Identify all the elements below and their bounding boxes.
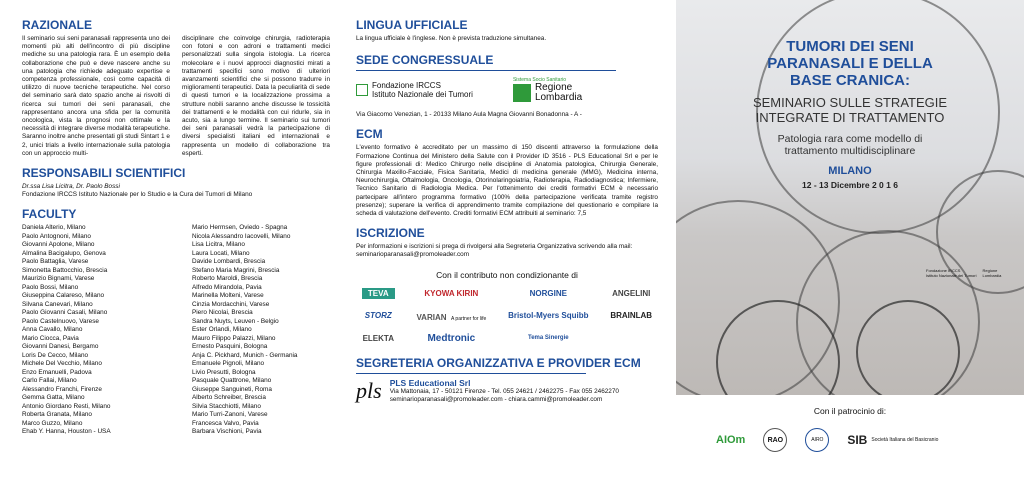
mini-irccs-1: Fondazione IRCCS	[926, 268, 961, 273]
sponsor-logos	[356, 288, 658, 344]
sponsor-brainlab: BRAINLAB	[610, 311, 653, 321]
sponsor-medtronic: Medtronic	[427, 332, 476, 344]
sponsor-bms: Bristol-Myers Squibb	[508, 311, 589, 321]
faculty-member: Piero Nicolai, Brescia	[192, 309, 253, 317]
iscrizione-heading: ISCRIZIONE	[356, 226, 425, 241]
cover-mini-logos	[926, 268, 1001, 278]
faculty-member: Carlo Fallai, Milano	[22, 377, 77, 385]
sede-heading: SEDE CONGRESSUALE	[356, 53, 494, 68]
middle-column	[356, 18, 658, 404]
segreteria-name: PLS Educational Srl	[389, 377, 471, 388]
faculty-member: Paolo Battaglia, Varese	[22, 258, 89, 266]
faculty-member: Ernesto Pasquini, Bologna	[192, 343, 268, 351]
airo-text: AIRO	[805, 428, 829, 452]
faculty-member: Cinzia Mordacchini, Varese	[192, 300, 270, 308]
faculty-member: Daniela Alterio, Milano	[22, 224, 86, 232]
cover-date: 12 - 13 Dicembre 2 0 1 6	[802, 180, 898, 190]
faculty-member: Stefano Maria Magrini, Brescia	[192, 266, 280, 274]
faculty-member: Ehab Y. Hanna, Houston - USA	[22, 428, 111, 436]
sponsor-varian	[416, 307, 486, 325]
regione-line2: Lombardia	[534, 92, 583, 104]
cover-tagline-1: Patologia rara come modello di	[777, 133, 923, 145]
faculty-member: Giuseppe Sanguineti, Roma	[192, 385, 272, 393]
cover-title-1: TUMORI DEI SENI	[786, 38, 914, 55]
faculty-member: Emanuele Pignoli, Milano	[192, 360, 265, 368]
faculty-member: Sandra Nuyts, Leuven - Belgio	[192, 317, 279, 325]
cover-tagline-2: trattamento multidisciplinare	[784, 145, 916, 157]
faculty-member: Mauro Filippo Palazzi, Milano	[192, 334, 276, 342]
regione-logo	[513, 77, 582, 103]
cover-hero-image	[676, 0, 1024, 395]
responsabili-names: Dr.ssa Lisa Licitra, Dr. Paolo Bossi	[22, 183, 120, 191]
faculty-member: Francesca Valvo, Pavia	[192, 419, 259, 427]
aiom-text: AIOm	[716, 434, 746, 446]
sponsor-tema: Tema Sinergie	[528, 335, 569, 342]
irccs-line2: Istituto Nazionale dei Tumori	[372, 90, 473, 100]
faculty-member: Pasquale Quattrone, Milano	[192, 377, 272, 385]
faculty-member: Alfredo Mirandola, Pavia	[192, 283, 262, 291]
ecm-text: L'evento formativo è accreditato per un massimo di 150 discenti attraverso la formulazione della Formazione Continua del Ministero della Salute con il Provider ID 3516 - PLS Educational Srl e per le figure professionali di: Medico Chirurgo nelle discipline di Anatomia patologica, Chirurgia Generale, Chirurgia Maxillo-Facciale, Fisica Sanitaria, Medici di medicina generale (MMG), Medicina interna, Neurochirurgia, Oftalmologia, Oncologia, Otorinolaringoiatria, Radioterapia, Radiodiagnostica; Infermiere, Tecnico Sanitario di Radiologia Medica. Per l'ottenimento dei crediti formativi ECM è necessario partecipare all'intero programma formativo (100% della partecipazione verificata tramite registro presenze); superare la verifica di apprendimento tramite compilazione del questionario e compilare la scheda di valutazione dell'evento. Crediti formativi ECM attribuiti al seminario: 7,5	[356, 144, 658, 218]
rao-logo	[763, 428, 787, 452]
varian-tag: A partner for life	[450, 315, 487, 322]
cover-title-3: BASE CRANICA:	[790, 72, 910, 89]
faculty-member: Paolo Bossi, Milano	[22, 283, 79, 291]
lingua-heading: LINGUA UFFICIALE	[356, 18, 468, 32]
faculty-column-b	[192, 224, 322, 437]
irccs-line1: Fondazione IRCCS	[372, 81, 441, 91]
faculty-column-a	[22, 224, 152, 437]
faculty-member: Alessandro Franchi, Firenze	[22, 385, 102, 393]
faculty-member: Anna Cavallo, Milano	[22, 326, 83, 334]
patrocinio-heading: Con il patrocinio di:	[813, 406, 887, 416]
faculty-member: Gemma Gatta, Milano	[22, 394, 85, 402]
faculty-member: Paolo Giovanni Casali, Milano	[22, 309, 108, 317]
faculty-member: Alberto Schreiber, Brescia	[192, 394, 266, 402]
razionale-text-b: disciplinare che coinvolge chirurgia, radioterapia con fotoni e con adroni e trattamenti medici personalizzati sulla singola istologia. La ricerca molecolare e i nuovi approcci diagnostici mirati a trattamenti specifici sono motivo di ulteriori avanzamenti scientifici che si possono tradurre in miglioramenti terapeutici. Data la peculiarità di sede di questi tumori e la localizzazione prossima a strutture nobili saranno anche discusse le tossicità dei trattamenti e le modalità con cui ridurle, sia in acuto, sia a lungo termine. Il seminario sui tumori dei seni paranasali vedrà la partecipazione di diversi specialisti italiani ed internazionali e rappresenta un modello di collaborazione tra esperti.	[182, 35, 330, 157]
sponsor-elekta: ELEKTA	[362, 333, 394, 343]
faculty-member: Giovanni Apolone, Milano	[22, 241, 95, 249]
sib-text: SIB	[847, 433, 868, 447]
cover-title-block	[676, 38, 1024, 190]
faculty-member: Silvana Canevari, Milano	[22, 300, 93, 308]
razionale-body	[22, 35, 340, 158]
faculty-heading: FACULTY	[22, 207, 77, 222]
sede-address: Via Giacomo Venezian, 1 - 20133 Milano Aula Magna Giovanni Bonadonna - A -	[356, 111, 582, 119]
razionale-heading: RAZIONALE	[22, 18, 92, 32]
regione-icon	[513, 84, 531, 102]
responsabili-heading: RESPONSABILI SCIENTIFICI	[22, 166, 186, 181]
airo-logo	[805, 428, 829, 452]
sede-logos	[356, 77, 658, 103]
sponsor-storz: STORZ	[364, 311, 392, 321]
faculty-member: Marinella Molteni, Varese	[192, 292, 264, 300]
faculty-member: Paolo Castelnuovo, Varese	[22, 317, 99, 325]
faculty-member: Barbara Vischioni, Pavia	[192, 428, 262, 436]
irccs-cross-icon	[356, 84, 368, 96]
sponsor-kyowa: KYOWA KIRIN	[424, 288, 479, 298]
faculty-member: Roberta Granata, Milano	[22, 411, 92, 419]
responsabili-affiliation: Fondazione IRCCS Istituto Nazionale per lo Studio e la Cura dei Tumori di Milano	[22, 191, 253, 199]
decor-ring	[856, 300, 960, 395]
sib-subtitle: Società Italiana del Basicranio	[871, 437, 939, 443]
faculty-member: Laura Locati, Milano	[192, 249, 250, 257]
faculty-member: Silvia Stacchiotti, Milano	[192, 402, 261, 410]
rao-text: RAO	[763, 428, 787, 452]
cover-column	[676, 0, 1024, 481]
sib-logo	[847, 433, 941, 447]
faculty-member: Giovanni Danesi, Bergamo	[22, 343, 99, 351]
lingua-text: La lingua ufficiale è l'inglese. Non è prevista traduzione simultanea.	[356, 35, 547, 42]
faculty-member: Enzo Emanuelli, Padova	[22, 368, 92, 376]
faculty-member: Michele Del Vecchio, Milano	[22, 360, 102, 368]
faculty-member: Ester Orlandi, Milano	[192, 326, 252, 334]
mini-region-2: Lombardia	[982, 273, 1002, 278]
faculty-member: Marco Guzzo, Milano	[22, 419, 83, 427]
faculty-member: Mario Turri-Zanoni, Varese	[192, 411, 268, 419]
cover-title-2: PARANASALI E DELLA	[767, 55, 933, 72]
cover-subtitle-1: SEMINARIO SULLE STRATEGIE	[752, 95, 948, 110]
faculty-member: Antonio Giordano Resti, Milano	[22, 402, 111, 410]
faculty-member: Giuseppina Calareso, Milano	[22, 292, 105, 300]
cover-subtitle-2: INTEGRATE DI TRATTAMENTO	[755, 110, 945, 125]
faculty-member: Maurizio Bignami, Varese	[22, 275, 95, 283]
sponsor-angelini: ANGELINI	[612, 288, 651, 298]
faculty-member: Almalina Bacigalupo, Genova	[22, 249, 106, 257]
sponsor-teva: TEVA	[362, 288, 395, 299]
sponsor-norgine: NORGINE	[529, 288, 567, 298]
faculty-member: Livio Presutti, Bologna	[192, 368, 256, 376]
faculty-member: Davide Lombardi, Brescia	[192, 258, 266, 266]
aiom-logo	[716, 434, 745, 446]
varian-name: VARIAN	[416, 312, 447, 322]
cover-city: MILANO	[828, 165, 872, 177]
regione-line1: Regione	[534, 82, 573, 94]
irccs-logo	[356, 81, 473, 99]
segreteria-email: seminarioparanasali@promoleader.com - chiara.cammi@promoleader.com	[389, 395, 603, 403]
patrocinio-logos	[716, 428, 941, 452]
segreteria-block	[356, 378, 658, 404]
contributo-heading: Con il contributo non condizionante di	[436, 269, 578, 280]
faculty-list	[22, 224, 340, 437]
faculty-member: Anja C. Pickhard, Munich - Germania	[192, 351, 298, 359]
faculty-member: Loris De Cecco, Milano	[22, 351, 89, 359]
pls-logo: pls	[356, 377, 382, 403]
segreteria-heading: SEGRETERIA ORGANIZZATIVA E PROVIDER ECM	[356, 355, 641, 370]
mini-irccs-2: Istituto Nazionale dei Tumori	[926, 273, 977, 278]
faculty-member: Nicola Alessandro Iacovelli, Milano	[192, 232, 291, 240]
iscrizione-text: Per informazioni e iscrizioni si prega di rivolgersi alla Segreteria Organizzativa scrivendo alla mail: seminarioparanasali@promoleader.com	[356, 243, 633, 259]
faculty-member: Paolo Antognoni, Milano	[22, 232, 91, 240]
segreteria-address: Via Mattonaia, 17 - 50121 Firenze - Tel. 055 24621 / 2462275 - Fax 055 2462270	[389, 387, 619, 395]
faculty-member: Mario Ciocca, Pavia	[22, 334, 79, 342]
left-column	[22, 18, 340, 437]
faculty-member: Roberto Maroldi, Brescia	[192, 275, 263, 283]
mini-region-1: Regione	[982, 268, 998, 273]
sistema-label: Sistema Socio Sanitario	[512, 77, 567, 84]
faculty-member: Lisa Licitra, Milano	[192, 241, 245, 249]
razionale-text-a: Il seminario sui seni paranasali rappresenta uno dei momenti più alti dell'incontro di più discipline mediche su una patologia rara. È un esempio della collaborazione che può e deve nascere anche su una patologia che richiede adeguato expertise e competenza professionale, così come capacità di utilizzo di nuove tecniche terapeutiche. Nel corso del seminario sarà dato spazio anche ai risvolti di ricerca sui tumori dei seni paranasali, che rappresentano ancora una sfida per la comunità oncologica, vista la prognosi non ottimale e la necessità di integrare diverse modalità terapeutiche. Saranno inoltre anche presentati gli studi Sintart 1 e 2, unici trials a livello internazionale sulla patologia con un approccio multi-	[22, 35, 170, 157]
faculty-member: Simonetta Battocchio, Brescia	[22, 266, 108, 274]
faculty-member: Mario Hermsen, Oviedo - Spagna	[192, 224, 288, 232]
ecm-heading: ECM	[356, 127, 383, 142]
